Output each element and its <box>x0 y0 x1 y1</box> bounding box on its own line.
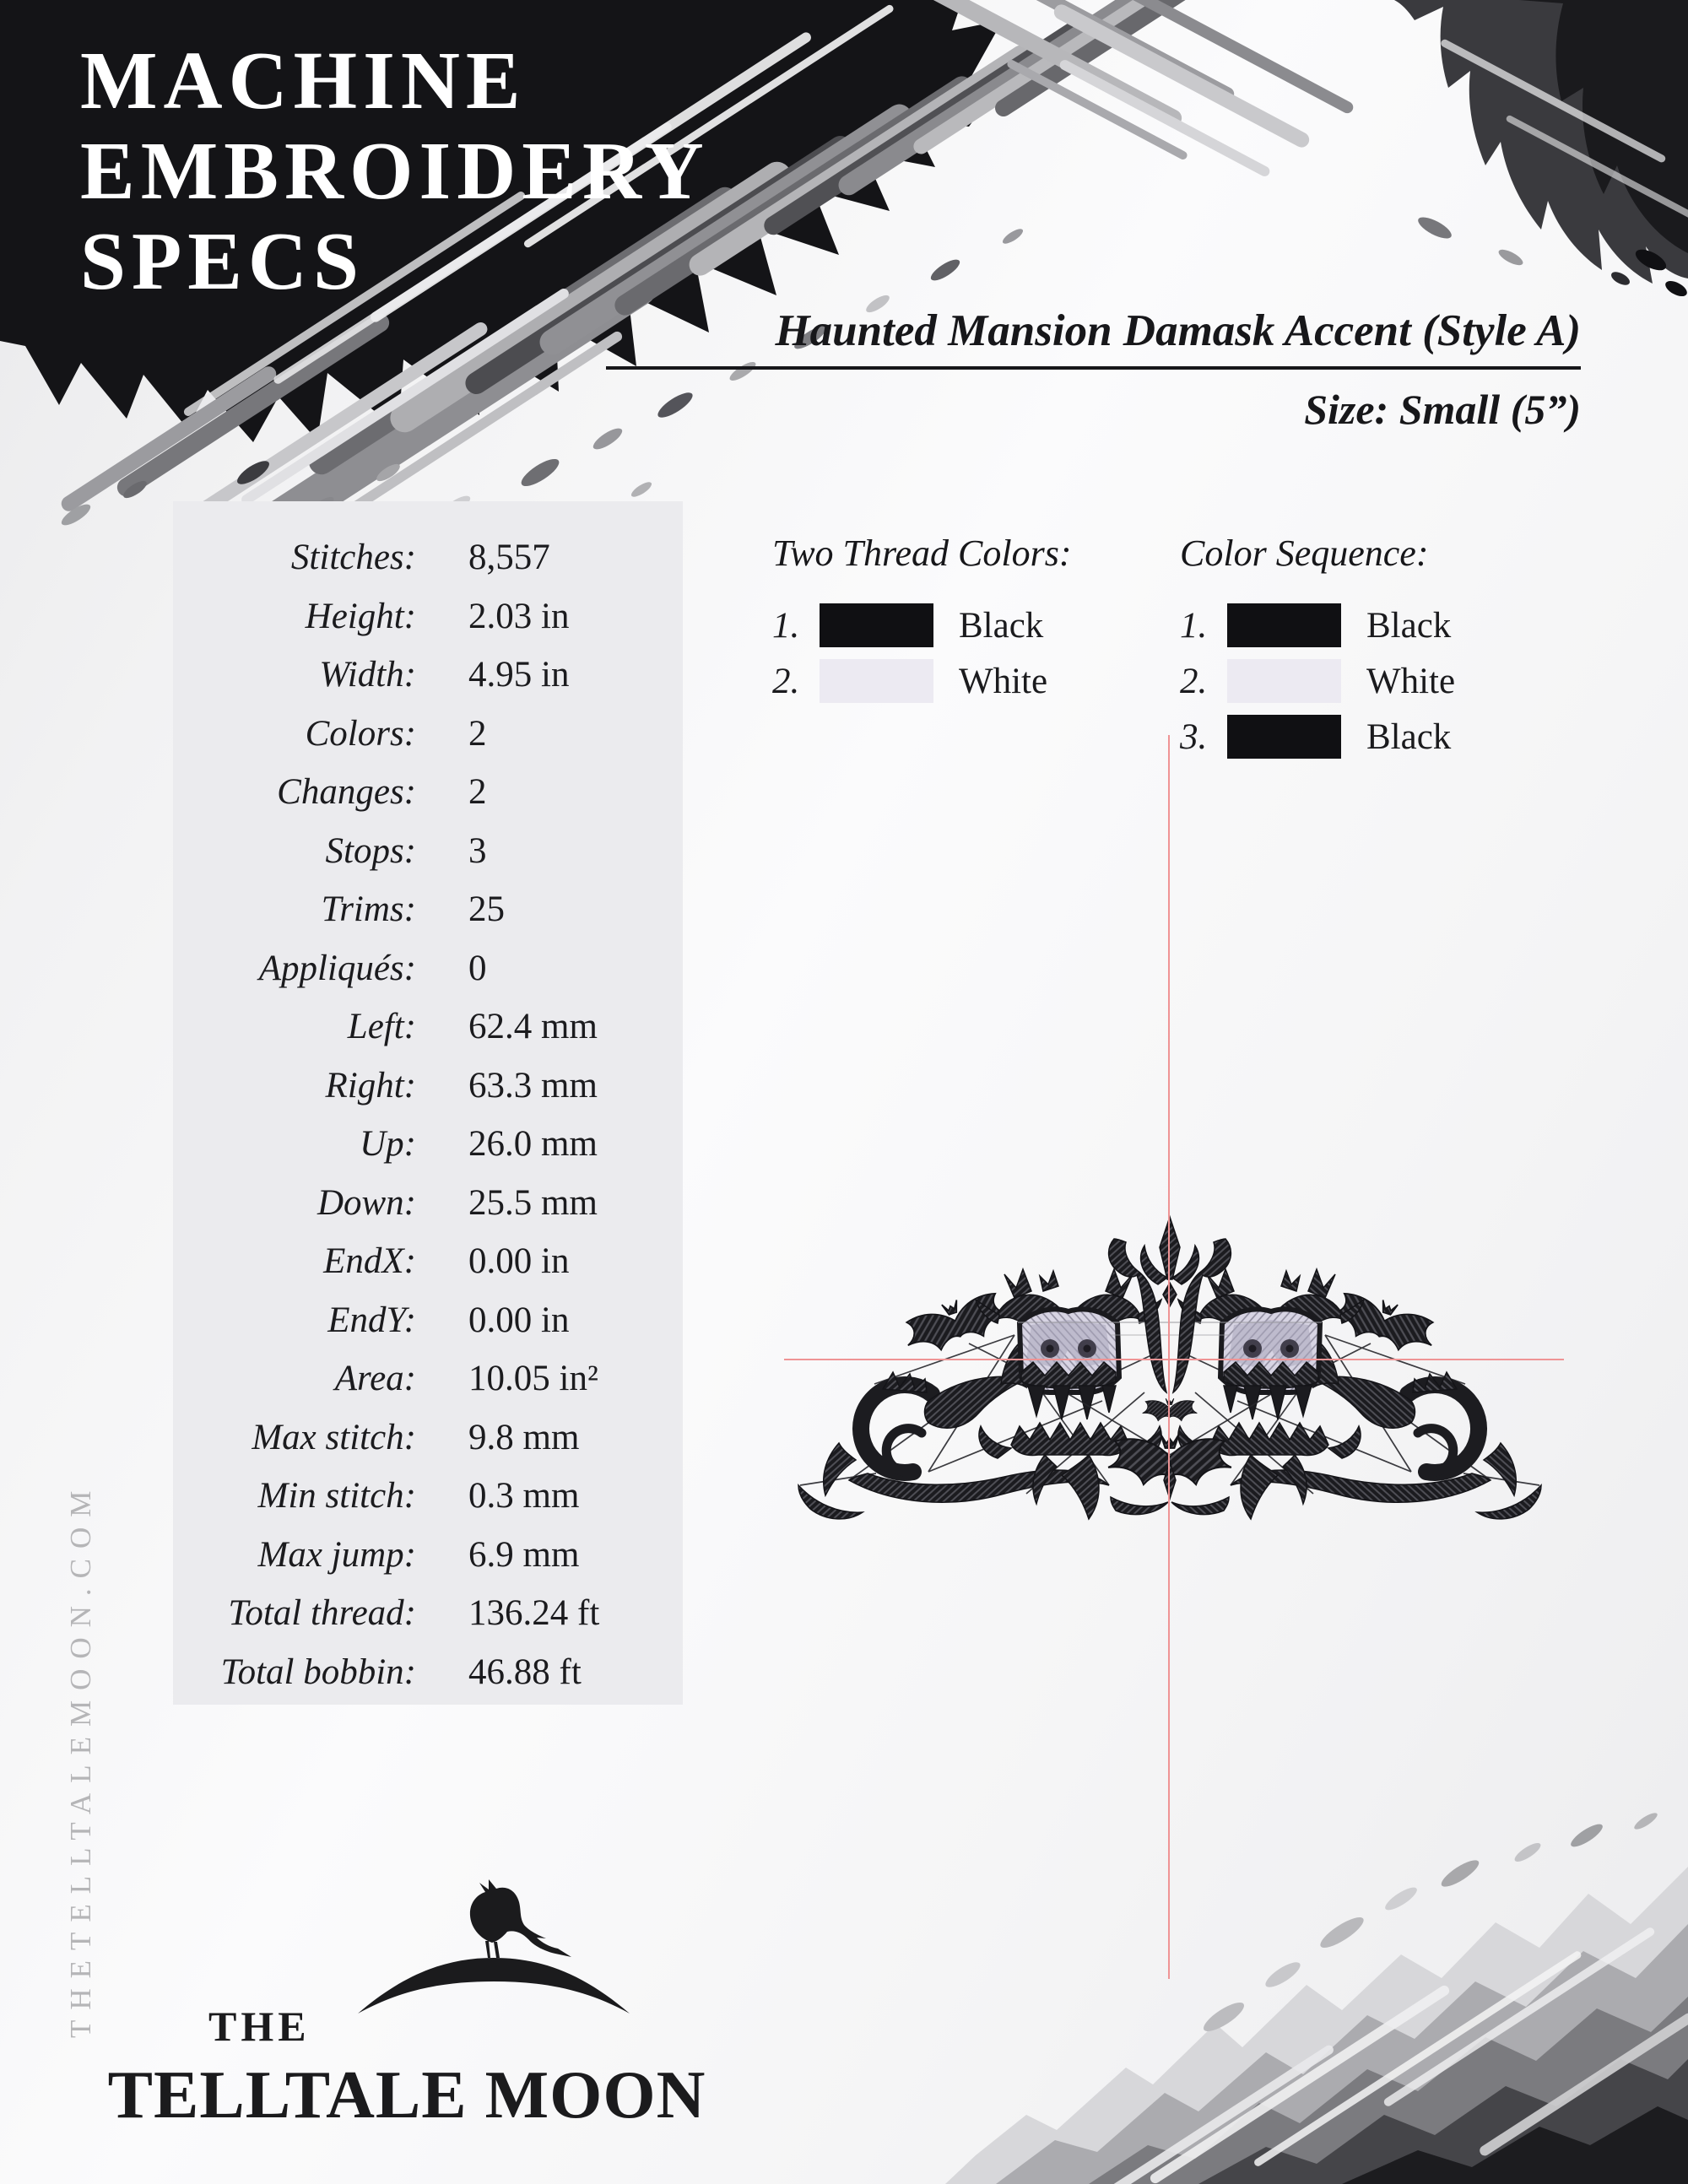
spec-row <box>173 763 683 822</box>
specs-panel <box>173 501 683 1705</box>
spec-label: Up: <box>360 1124 416 1164</box>
spec-value: 4.95 in <box>468 655 570 695</box>
website-url-vertical: THETELLTALEMOON.COM <box>64 1480 97 2038</box>
spec-row <box>173 822 683 881</box>
color-index: 1. <box>772 605 800 646</box>
spec-label: Changes: <box>277 772 416 812</box>
spec-label: Total bobbin: <box>220 1652 416 1692</box>
spec-row <box>173 1643 683 1702</box>
spec-value: 3 <box>468 830 487 871</box>
page-title-line2: EMBROIDERY <box>80 126 710 216</box>
color-index: 2. <box>1180 661 1208 701</box>
color-sequence-row <box>1180 603 1455 647</box>
color-name: Black <box>959 605 1044 646</box>
spec-value: 2 <box>468 713 487 754</box>
spec-row <box>173 1408 683 1468</box>
spec-label: Max jump: <box>257 1534 416 1575</box>
brand-name-telltale-moon: TELLTALE MOON <box>107 2058 706 2133</box>
color-name: Black <box>1366 716 1452 757</box>
spec-label: Trims: <box>321 889 416 929</box>
spec-value: 0.3 mm <box>468 1476 580 1516</box>
color-sequence-row <box>1180 715 1455 759</box>
crosshair-vertical-line <box>1168 735 1170 1979</box>
spec-row <box>173 528 683 587</box>
design-title: Haunted Mansion Damask Accent (Style A) <box>775 306 1581 355</box>
color-index: 2. <box>772 661 800 701</box>
crosshair-horizontal-line <box>784 1359 1564 1360</box>
spec-value: 2 <box>468 772 487 812</box>
color-sequence-list <box>1180 603 1455 759</box>
page-title <box>80 35 710 306</box>
spec-label: Max stitch: <box>252 1417 416 1457</box>
color-name: Black <box>1366 605 1452 646</box>
spec-row <box>173 705 683 764</box>
spec-value: 8,557 <box>468 538 550 577</box>
damask-left-half <box>798 1269 1168 1519</box>
spec-label: Stitches: <box>290 538 416 577</box>
brush-texture-bottom-right <box>945 1806 1688 2184</box>
color-sequence-row <box>1180 659 1455 703</box>
color-swatch <box>820 603 933 647</box>
page-title-line3: SPECS <box>80 216 365 306</box>
spec-value: 6.9 mm <box>468 1534 580 1575</box>
spec-value: 9.8 mm <box>468 1417 580 1457</box>
spec-value: 10.05 in² <box>468 1359 598 1398</box>
spec-row <box>173 880 683 939</box>
spec-row <box>173 646 683 705</box>
spec-row <box>173 1115 683 1174</box>
brush-stroke-top-right <box>908 0 1688 300</box>
thread-color-row <box>772 659 1072 703</box>
spec-row <box>173 1349 683 1408</box>
spec-row <box>173 1057 683 1116</box>
spec-row <box>173 587 683 646</box>
spec-value: 26.0 mm <box>468 1124 598 1164</box>
embroidery-design-preview <box>748 1122 1592 1629</box>
color-index: 1. <box>1180 605 1208 646</box>
spec-row <box>173 939 683 998</box>
spec-row <box>173 1584 683 1643</box>
spec-label: Total thread: <box>228 1593 416 1633</box>
spec-row <box>173 1291 683 1350</box>
spec-label: Down: <box>316 1182 416 1223</box>
thread-color-row <box>772 603 1072 647</box>
color-swatch <box>1227 659 1341 703</box>
color-swatch <box>1227 603 1341 647</box>
spec-row <box>173 997 683 1057</box>
spec-value: 46.88 ft <box>468 1652 582 1692</box>
thread-colors-heading: Two Thread Colors: <box>772 532 1072 574</box>
spec-value: 63.3 mm <box>468 1065 598 1106</box>
brand-name-the: THE <box>208 2003 311 2050</box>
spec-label: Min stitch: <box>257 1476 416 1516</box>
spec-value: 0.00 in <box>468 1241 570 1281</box>
color-sequence-section <box>1180 532 1455 770</box>
color-swatch <box>1227 715 1341 759</box>
spec-value: 25 <box>468 889 505 929</box>
spec-row <box>173 1526 683 1585</box>
spec-label: Left: <box>347 1007 416 1046</box>
raven-moon-logo-icon <box>354 1848 633 2017</box>
spec-value: 0 <box>468 948 487 988</box>
spec-label: Right: <box>325 1065 416 1106</box>
spec-row <box>173 1174 683 1233</box>
spec-value: 136.24 ft <box>468 1593 600 1633</box>
page-title-line1: MACHINE <box>80 35 527 126</box>
spec-label: Height: <box>305 596 416 636</box>
spec-row <box>173 1232 683 1291</box>
spec-label: EndY: <box>327 1300 416 1340</box>
spec-value: 0.00 in <box>468 1300 570 1340</box>
thread-colors-list <box>772 603 1072 703</box>
spec-value: 62.4 mm <box>468 1007 598 1046</box>
color-index: 3. <box>1180 716 1208 757</box>
spec-label: Colors: <box>305 713 416 754</box>
color-sequence-heading: Color Sequence: <box>1180 532 1429 574</box>
crescent-moon-shape <box>358 1958 630 2014</box>
spec-row <box>173 1467 683 1526</box>
raven-shape <box>470 1879 571 1958</box>
title-divider <box>606 366 1581 370</box>
size-label: Size: Small (5”) <box>1304 386 1581 433</box>
color-swatch <box>820 659 933 703</box>
spec-label: Area: <box>334 1359 416 1398</box>
thread-colors-section <box>772 532 1072 715</box>
spec-value: 2.03 in <box>468 596 570 636</box>
spec-label: EndX: <box>323 1241 416 1281</box>
spec-label: Appliqués: <box>258 948 416 988</box>
color-name: White <box>959 661 1048 701</box>
spec-label: Stops: <box>325 830 416 871</box>
color-name: White <box>1366 661 1456 701</box>
spec-label: Width: <box>319 655 416 695</box>
spec-value: 25.5 mm <box>468 1182 598 1223</box>
